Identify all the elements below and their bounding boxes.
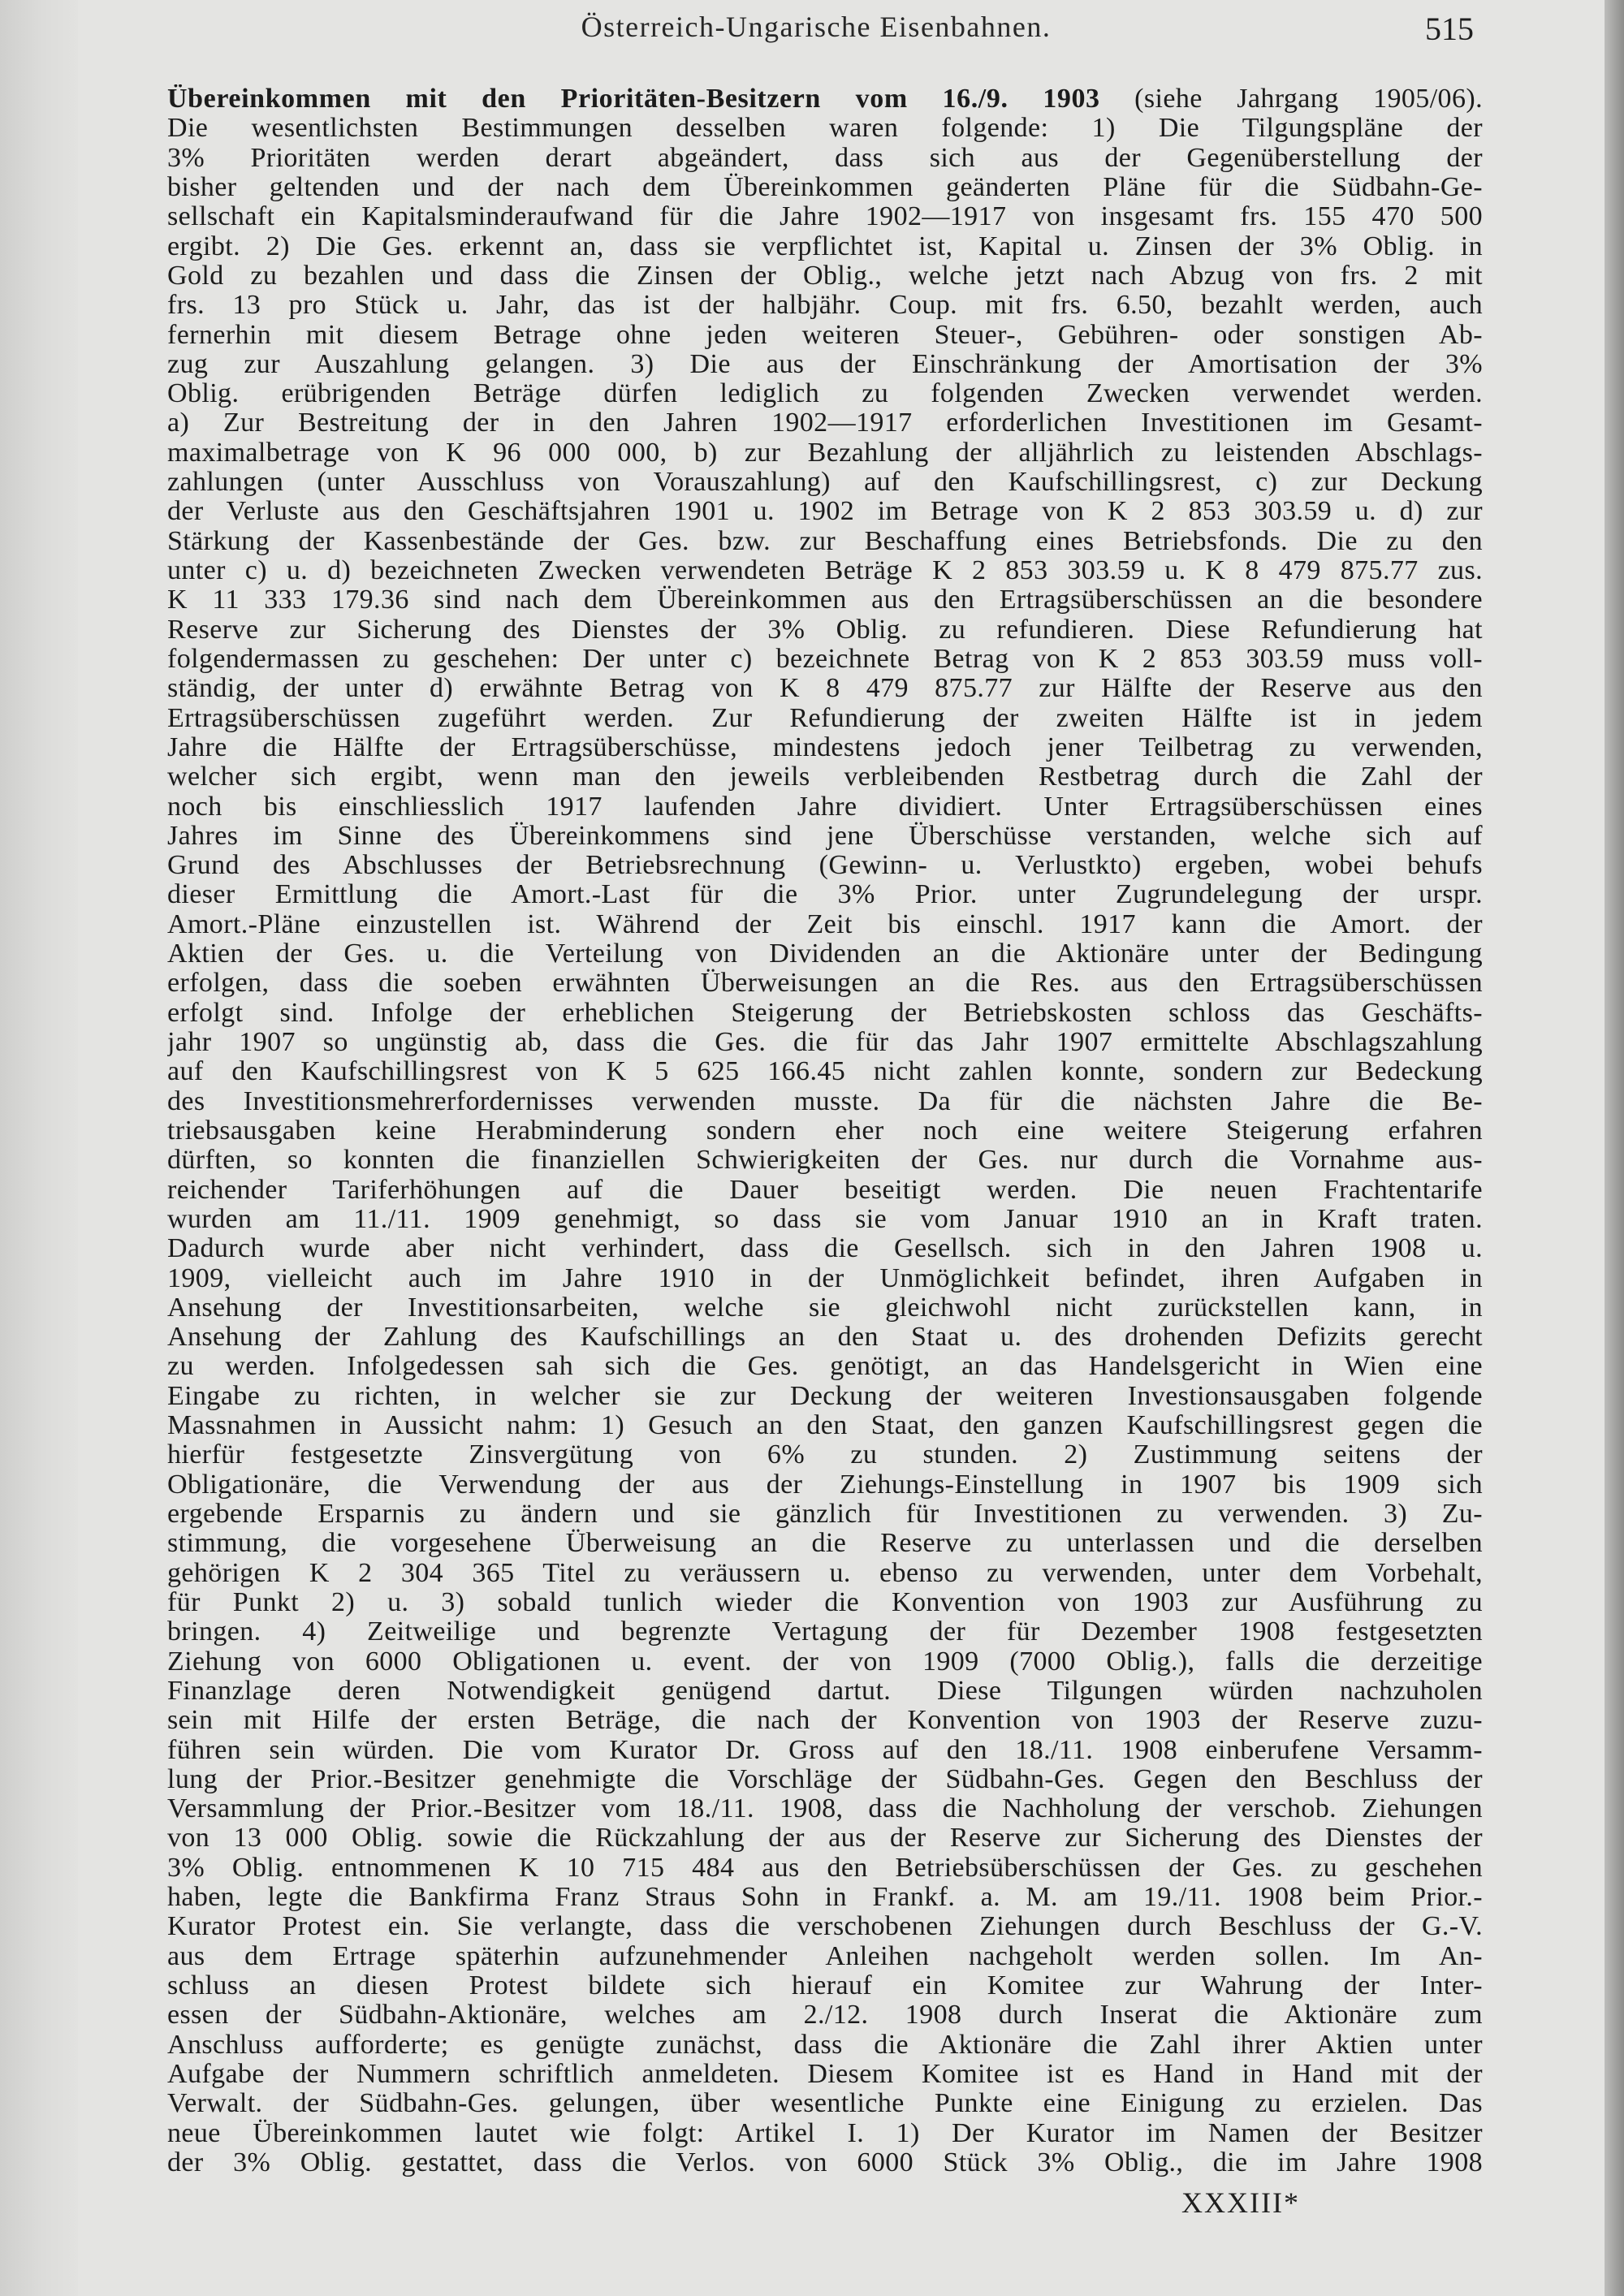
text-line: Versammlung der Prior.-Besitzer vom 18./11. 1908, dass die Nachholung der verschob. Ziehungen: [167, 1794, 1483, 1824]
text-line: Massnahmen in Aussicht nahm: 1) Gesuch an den Staat, den ganzen Kaufschillingsrest gegen die: [167, 1411, 1483, 1441]
text-line: ergebende Ersparnis zu ändern und sie gänzlich für Investitionen zu verwenden. 3) Zu-: [167, 1500, 1483, 1529]
section-heading-bold: Übereinkommen mit den Prioritäten-Besitzern vom 16./9. 1903: [167, 84, 1100, 114]
text-line: Kurator Protest ein. Sie verlangte, dass die verschobenen Ziehungen durch Beschluss der G.-V.: [167, 1912, 1483, 1942]
text-line: dieser Ermittlung die Amort.-Last für die 3% Prior. unter Zugrundelegung der urspr.: [167, 880, 1483, 910]
text-line: erfolgt sind. Infolge der erheblichen Steigerung der Betriebskosten schloss das Geschäfts-: [167, 998, 1483, 1028]
text-line: reichender Tariferhöhungen auf die Dauer beseitigt werden. Die neuen Frachtentarife: [167, 1175, 1483, 1205]
section-heading: [167, 84, 1483, 114]
text-line: von 13 000 Oblig. sowie die Rückzahlung der aus der Reserve zur Sicherung des Dienstes der: [167, 1823, 1483, 1854]
text-line: neue Übereinkommen lautet wie folgt: Artikel I. 1) Der Kurator im Namen der Besitzer: [167, 2118, 1483, 2148]
text-line: maximalbetrage von K 96 000 000, b) zur Bezahlung der alljährlich zu leistenden Abschlags-: [167, 438, 1483, 468]
text-line: Aktien der Ges. u. die Verteilung von Dividenden an die Aktionäre unter der Bedingung: [167, 939, 1483, 969]
text-line: Ziehung von 6000 Obligationen u. event. der von 1909 (7000 Oblig.), falls die derzeitige: [167, 1646, 1483, 1677]
text-line: Dadurch wurde aber nicht verhindert, dass die Gesellsch. sich in den Jahren 1908 u.: [167, 1234, 1483, 1264]
text-line: haben, legte die Bankfirma Franz Straus Sohn in Frankf. a. M. am 19./11. 1908 beim Prior.-: [167, 1883, 1483, 1913]
text-line: Stärkung der Kassenbestände der Ges. bzw. zur Beschaffung eines Betriebsfonds. Die zu den: [167, 526, 1483, 556]
text-line: Aufgabe der Nummern schriftlich anmeldeten. Diesem Komitee ist es Hand in Hand mit der: [167, 2059, 1483, 2089]
text-line: Grund des Abschlusses der Betriebsrechnung (Gewinn- u. Verlustkto) ergeben, wobei behufs: [167, 851, 1483, 881]
text-line: sein mit Hilfe der ersten Beträge, die nach der Konvention von 1903 der Reserve zuzu-: [167, 1706, 1483, 1736]
text-line: Eingabe zu richten, in welcher sie zur Deckung der weiteren Investionsausgaben folgende: [167, 1381, 1483, 1411]
text-line: dürften, so konnten die finanziellen Schwierigkeiten der Ges. nur durch die Vornahme aus-: [167, 1146, 1483, 1176]
text-line: bisher geltenden und der nach dem Übereinkommen geänderten Pläne für die Südbahn-Ge-: [167, 172, 1483, 202]
text-line: Ansehung der Investitionsarbeiten, welche sie gleichwohl nicht zurückstellen kann, in: [167, 1293, 1483, 1323]
text-line: Jahres im Sinne des Übereinkommens sind jene Überschüsse verstanden, welche sich auf: [167, 821, 1483, 851]
text-line: Ertragsüberschüssen zugeführt werden. Zur Refundierung der zweiten Hälfte ist in jedem: [167, 703, 1483, 733]
text-line: noch bis einschliesslich 1917 laufenden Jahre dividiert. Unter Ertragsüberschüssen eines: [167, 792, 1483, 822]
text-line: Anschluss aufforderte; es genügte zunächst, dass die Aktionäre die Zahl ihrer Aktien unter: [167, 2030, 1483, 2060]
text-line: stimmung, die vorgesehene Überweisung an die Reserve zu unterlassen und die derselben: [167, 1529, 1483, 1559]
text-line: folgendermassen zu geschehen: Der unter c) bezeichnete Betrag von K 2 853 303.59 muss voll-: [167, 644, 1483, 674]
text-line: triebsausgaben keine Herabminderung sondern eher noch eine weitere Steigerung erfahren: [167, 1116, 1483, 1146]
signature-mark: XXXIII*: [1181, 2186, 1300, 2219]
text-line: hierfür festgesetzte Zinsvergütung von 6% zu stunden. 2) Zustimmung seitens der: [167, 1440, 1483, 1470]
text-line: zu werden. Infolgedessen sah sich die Ges. genötigt, an das Handelsgericht in Wien eine: [167, 1352, 1483, 1382]
text-line: bringen. 4) Zeitweilige und begrenzte Vertagung der für Dezember 1908 festgesetzten: [167, 1617, 1483, 1647]
text-line: Verwalt. der Südbahn-Ges. gelungen, über wesentliche Punkte eine Einigung zu erzielen. Das: [167, 2089, 1483, 2119]
text-line: jahr 1907 so ungünstig ab, dass die Ges. die für das Jahr 1907 ermittelte Abschlagszahlung: [167, 1028, 1483, 1057]
text-line: Gold zu bezahlen und dass die Zinsen der Oblig., welche jetzt nach Abzug von frs. 2 mit: [167, 261, 1483, 291]
text-line: auf den Kaufschillingsrest von K 5 625 166.45 nicht zahlen konnte, sondern zur Bedeckung: [167, 1057, 1483, 1087]
page-right-edge-shadow: [1605, 0, 1624, 2296]
text-line: zahlungen (unter Ausschluss von Vorauszahlung) auf den Kaufschillingsrest, c) zur Deckung: [167, 468, 1483, 498]
text-line: ständig, der unter d) erwähnte Betrag von K 8 479 875.77 zur Hälfte der Reserve aus den: [167, 674, 1483, 704]
text-line: Ansehung der Zahlung des Kaufschillings an den Staat u. des drohenden Defizits gerecht: [167, 1323, 1483, 1353]
text-line: 3% Oblig. entnommenen K 10 715 484 aus den Betriebsüberschüssen der Ges. zu geschehen: [167, 1853, 1483, 1883]
text-line: gehörigen K 2 304 365 Titel zu veräussern u. ebenso zu verwenden, unter dem Vorbehalt,: [167, 1558, 1483, 1588]
text-line: 3% Prioritäten werden derart abgeändert, dass sich aus der Gegenüberstellung der: [167, 143, 1483, 173]
text-line: ergibt. 2) Die Ges. erkennt an, dass sie verpflichtet ist, Kapital u. Zinsen der 3% Oblig. in: [167, 231, 1483, 261]
text-line: K 11 333 179.36 sind nach dem Übereinkommen aus den Ertragsüberschüssen an die besondere: [167, 585, 1483, 615]
text-line: Finanzlage deren Notwendigkeit genügend dartut. Diese Tilgungen würden nachzuholen: [167, 1676, 1483, 1706]
text-line: des Investitionsmehrerfordernisses verwenden musste. Da für die nächsten Jahre die Be-: [167, 1086, 1483, 1116]
article-body: [167, 84, 1483, 2177]
text-line: unter c) u. d) bezeichneten Zwecken verwendeten Beträge K 2 853 303.59 u. K 8 479 875.77 zus.: [167, 556, 1483, 585]
text-line: fernerhin mit diesem Betrage ohne jeden weiteren Steuer-, Gebühren- oder sonstigen Ab-: [167, 320, 1483, 350]
page-header: [158, 10, 1474, 50]
section-heading-reference: (siehe Jahrgang 1905/06).: [1099, 84, 1483, 114]
text-line: der Verluste aus den Geschäftsjahren 1901 u. 1902 im Betrage von K 2 853 303.59 u. d) zur: [167, 497, 1483, 527]
text-line: Obligationäre, die Verwendung der aus der Ziehungs-Einstellung in 1907 bis 1909 sich: [167, 1470, 1483, 1500]
paragraph-lines: [167, 114, 1483, 2177]
text-line: frs. 13 pro Stück u. Jahr, das ist der halbjähr. Coup. mit frs. 6.50, bezahlt werden, auch: [167, 291, 1483, 321]
text-line: führen sein würden. Die vom Kurator Dr. Gross auf den 18./11. 1908 einberufene Versamm-: [167, 1735, 1483, 1765]
text-line: Reserve zur Sicherung des Dienstes der 3% Oblig. zu refundieren. Diese Refundierung hat: [167, 615, 1483, 645]
text-line: aus dem Ertrage späterhin aufzunehmender Anleihen nachgeholt werden sollen. Im An-: [167, 1941, 1483, 1971]
text-line: sellschaft ein Kapitalsminderaufwand für die Jahre 1902—1917 von insgesamt frs. 155 470 500: [167, 202, 1483, 232]
text-line: Oblig. erübrigenden Beträge dürfen lediglich zu folgenden Zwecken verwendet werden.: [167, 379, 1483, 409]
text-line: 1909, vielleicht auch im Jahre 1910 in der Unmöglichkeit befindet, ihren Aufgaben in: [167, 1263, 1483, 1293]
text-line: a) Zur Bestreitung der in den Jahren 1902—1917 erforderlichen Investitionen im Gesamt-: [167, 408, 1483, 438]
text-line: zug zur Auszahlung gelangen. 3) Die aus der Einschränkung der Amortisation der 3%: [167, 349, 1483, 379]
running-title: Österreich-Ungarische Eisenbahnen.: [581, 11, 1052, 43]
page-left-margin-shadow: [0, 0, 78, 2296]
text-line: wurden am 11./11. 1909 genehmigt, so dass sie vom Januar 1910 an in Kraft traten.: [167, 1204, 1483, 1234]
text-line: essen der Südbahn-Aktionäre, welches am 2./12. 1908 durch Inserat die Aktionäre zum: [167, 2000, 1483, 2031]
text-line: für Punkt 2) u. 3) sobald tunlich wieder die Konvention von 1903 zur Ausführung zu: [167, 1587, 1483, 1617]
text-line: lung der Prior.-Besitzer genehmigte die Vorschläge der Südbahn-Ges. Gegen den Beschluss der: [167, 1764, 1483, 1794]
text-line: schluss an diesen Protest bildete sich hierauf ein Komitee zur Wahrung der Inter-: [167, 1971, 1483, 2000]
text-line: Die wesentlichsten Bestimmungen desselben waren folgende: 1) Die Tilgungspläne der: [167, 114, 1483, 144]
text-line: Jahre die Hälfte der Ertragsüberschüsse, mindestens jedoch jener Teilbetrag zu verwenden,: [167, 732, 1483, 762]
text-line: erfolgen, dass die soeben erwähnten Überweisungen an die Res. aus den Ertragsüberschüssen: [167, 969, 1483, 999]
text-line: welcher sich ergibt, wenn man den jeweils verbleibenden Restbetrag durch die Zahl der: [167, 762, 1483, 792]
text-line: der 3% Oblig. gestattet, dass die Verlos. von 6000 Stück 3% Oblig., die im Jahre 1908: [167, 2147, 1483, 2177]
page-number: 515: [1425, 11, 1474, 47]
text-line: Amort.-Pläne einzustellen ist. Während der Zeit bis einschl. 1917 kann die Amort. der: [167, 909, 1483, 939]
